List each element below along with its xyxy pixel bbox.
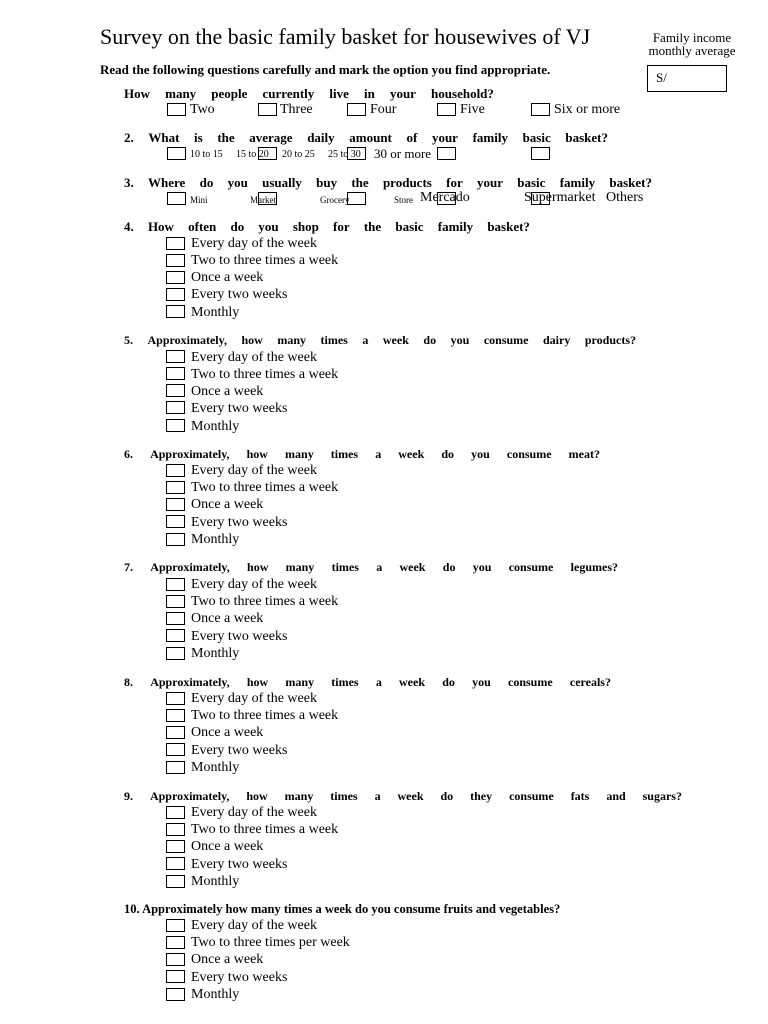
question-word: do [199,175,214,190]
question-word: how [246,447,268,461]
q10-option-once: Once a week [191,952,264,967]
q1-word: How [124,86,150,101]
question-word: consume [508,675,553,689]
question-word: do [442,675,455,689]
q5-number: 5. [124,333,133,347]
q9-option-once: Once a week [191,839,264,854]
question-word: basic [517,175,546,190]
question-4 [124,219,530,235]
question-word: the [363,219,382,234]
q1-option-four: Four [370,102,397,117]
income-field-value: S/ [656,70,667,85]
income-label-line2: monthly average [648,43,736,58]
question-8 [124,675,611,690]
question-word: daily [307,130,335,145]
q1-checkbox-six-or-more[interactable] [531,103,550,116]
question-word: how [246,789,268,803]
question-word: basket? [609,175,652,190]
question-word: dairy [543,333,571,347]
q2-number: 2. [124,130,134,145]
question-10 [124,902,560,917]
q10-checkbox-every-day[interactable] [166,919,185,932]
q5-option-every-two-weeks: Every two weeks [191,401,288,416]
question-word: family [437,219,474,234]
q5-checkbox-once[interactable] [166,384,185,397]
question-word: your [431,130,458,145]
q1-checkbox-four[interactable] [347,103,366,116]
q4-option-two-three: Two to three times a week [191,253,339,268]
question-word: products [382,175,432,190]
q1-checkbox-two[interactable] [167,103,186,116]
q8-checkbox-every-day[interactable] [166,692,185,705]
q6-option-every-two-weeks: Every two weeks [191,515,288,530]
question-word: week [398,447,425,461]
question-word: you [450,333,470,347]
question-word: Approximately, [150,675,230,689]
q4-checkbox-two-three[interactable] [166,254,185,267]
question-word: is [194,130,203,145]
q3-checkbox-mini[interactable] [167,192,186,205]
question-word: usually [262,175,302,190]
question-7 [124,560,618,575]
q10-option-monthly: Monthly [191,987,240,1002]
q8-checkbox-monthly[interactable] [166,761,185,774]
q4-option-monthly: Monthly [191,305,240,320]
question-word: Approximately, [147,333,227,347]
q9-checkbox-once[interactable] [166,840,185,853]
q2-option-25-30: 25 to 30 [328,149,361,160]
question-7-text [124,560,618,575]
question-word: basket? [487,219,530,234]
question-6 [124,447,600,462]
q1-option-six-or-more: Six or more [554,102,621,117]
question-word: average [249,130,293,145]
question-word: how [241,333,263,347]
question-word: a [362,333,369,347]
question-1-text [124,86,494,102]
question-word: how [247,560,269,574]
question-word: What [148,130,180,145]
q3-option-mini: Mini [190,195,208,205]
question-word: cereals? [569,675,611,689]
question-word: times [330,447,359,461]
question-word: do [441,447,455,461]
income-label-line1: Family income [652,30,732,45]
q10-option-two-three: Two to three times per week [191,935,350,950]
question-word: do [230,219,245,234]
question-4-text [124,219,530,235]
q4-checkbox-once[interactable] [166,271,185,284]
q2-option-30-or-more: 30 or more [374,146,432,161]
question-word: week [397,789,424,803]
q10-option-every-two-weeks: Every two weeks [191,970,288,985]
q5-option-monthly: Monthly [191,419,240,434]
q4-option-every-day: Every day of the week [191,236,317,251]
q7-checkbox-two-three[interactable] [166,595,185,608]
q10-option-every-day: Every day of the week [191,918,317,933]
q6-number: 6. [124,447,133,461]
question-word: legumes? [570,560,618,574]
question-9 [124,789,682,804]
q2-option-20-25: 20 to 25 [282,149,315,160]
q7-option-two-three: Two to three times a week [191,594,339,609]
q5-checkbox-every-day[interactable] [166,350,185,363]
question-word: do [423,333,437,347]
q7-checkbox-every-day[interactable] [166,578,185,591]
q8-option-two-three: Two to three times a week [191,708,339,723]
q4-option-once: Once a week [191,270,264,285]
q1-option-three: Three [280,102,313,117]
q8-option-every-day: Every day of the week [191,691,317,706]
question-8-text [124,675,611,690]
question-word: of [406,130,418,145]
q8-option-once: Once a week [191,725,264,740]
q9-checkbox-every-day[interactable] [166,806,185,819]
question-word: many [285,447,314,461]
q7-option-every-two-weeks: Every two weeks [191,629,288,644]
q4-checkbox-monthly[interactable] [166,305,185,318]
question-word: times [320,333,348,347]
question-word: fats [570,789,590,803]
question-2 [124,130,608,146]
q3-number: 3. [124,175,134,190]
q3-option-market: Market [250,195,276,205]
q5-checkbox-two-three[interactable] [166,367,185,380]
question-word: you [258,219,279,234]
question-word: consume [483,333,529,347]
q6-checkbox-once[interactable] [166,498,185,511]
question-word: do [440,789,454,803]
question-word: Approximately, [150,560,230,574]
question-2-text [124,130,608,146]
question-word: sugars? [642,789,682,803]
question-3-text [124,175,652,191]
q8-option-monthly: Monthly [191,760,240,775]
q1-checkbox-three[interactable] [258,103,277,116]
question-word: times [331,560,359,574]
question-word: a [374,789,381,803]
question-word: week [399,675,426,689]
question-word: times [330,789,358,803]
instructions: Read the following questions carefully and mark the option you find appropriate. [100,62,551,77]
question-word: do [442,560,456,574]
question-word: people [211,86,248,101]
q4-checkbox-every-two-weeks[interactable] [166,288,185,301]
question-word: you [227,175,248,190]
question-word: your [476,175,503,190]
q10-checkbox-every-two-weeks[interactable] [166,970,185,983]
q3-option-store: Store [394,195,413,205]
q8-checkbox-two-three[interactable] [166,709,185,722]
question-word: many [285,560,315,574]
q9-checkbox-two-three[interactable] [166,823,185,836]
question-word: you [472,675,491,689]
q5-checkbox-every-two-weeks[interactable] [166,401,185,414]
question-word: meat? [568,447,600,461]
q9-option-monthly: Monthly [191,874,240,889]
income-field[interactable] [647,65,727,92]
income-label [642,31,742,57]
question-9-text [124,789,682,804]
q3-option-supermarket: Supermarket [524,190,596,205]
q2-checkbox-30-or-more[interactable] [531,147,550,160]
question-word: many [284,789,314,803]
q6-checkbox-every-day[interactable] [166,464,185,477]
question-word: for [333,219,350,234]
q10-number: 10. [124,902,140,916]
q3-option-mercado: Mercado [420,190,470,205]
q8-number: 8. [124,675,133,689]
question-1 [124,86,494,102]
q7-number: 7. [124,560,133,574]
question-word: family [559,175,596,190]
q6-option-once: Once a week [191,497,264,512]
q8-option-every-two-weeks: Every two weeks [191,743,288,758]
question-5 [124,333,636,348]
question-word: Where [148,175,186,190]
question-word: buy [316,175,338,190]
q7-checkbox-monthly[interactable] [166,647,185,660]
question-word: your [389,86,416,101]
q2-checkbox-25-30[interactable] [437,147,456,160]
question-word: family [472,130,508,145]
question-word: currently [262,86,315,101]
question-word: the [351,175,369,190]
question-5-text [124,333,636,348]
q5-option-two-three: Two to three times a week [191,367,339,382]
question-word: amount [349,130,392,145]
survey-title: Survey on the basic family basket for housewives of VJ [100,24,591,49]
q1-option-five: Five [460,102,485,117]
question-word: week [399,560,426,574]
question-word: consume [506,447,552,461]
q1-checkbox-five[interactable] [437,103,456,116]
question-word: Approximately, [150,447,230,461]
question-word: consume [508,560,554,574]
question-6-text [124,447,600,462]
question-word: shop [292,219,319,234]
question-word: you [471,447,490,461]
q10-checkbox-monthly[interactable] [166,988,185,1001]
question-word: consume [509,789,554,803]
question-word: times [331,675,359,689]
q4-checkbox-every-day[interactable] [166,237,185,250]
question-word: Approximately, [149,789,230,803]
q9-checkbox-every-two-weeks[interactable] [166,857,185,870]
question-word: products? [584,333,636,347]
q4-number: 4. [124,219,134,234]
q8-checkbox-once[interactable] [166,726,185,739]
question-word: often [188,219,217,234]
q5-option-every-day: Every day of the week [191,350,317,365]
question-10-text: Approximately how many times a week do you consume fruits and vegetables? [142,902,561,916]
q7-option-monthly: Monthly [191,646,240,661]
question-word: many [285,675,315,689]
q3-checkbox-grocery[interactable] [347,192,366,205]
question-word: and [606,789,626,803]
q5-checkbox-monthly[interactable] [166,419,185,432]
q9-option-every-two-weeks: Every two weeks [191,857,288,872]
q6-checkbox-monthly[interactable] [166,533,185,546]
question-word: How [147,219,174,234]
question-word: for [446,175,463,190]
q9-checkbox-monthly[interactable] [166,875,185,888]
q3-option-others: Others [606,190,644,205]
q10-checkbox-two-three[interactable] [166,936,185,949]
question-word: the [217,130,235,145]
q7-checkbox-every-two-weeks[interactable] [166,629,185,642]
q6-option-every-day: Every day of the week [191,463,317,478]
q2-checkbox-10-15[interactable] [167,147,186,160]
q5-option-once: Once a week [191,384,264,399]
q9-option-two-three: Two to three times a week [191,822,339,837]
question-word: live [329,86,349,101]
q9-number: 9. [124,789,133,803]
question-word: many [277,333,307,347]
question-word: you [472,560,492,574]
question-word: basic [522,130,551,145]
q7-option-once: Once a week [191,611,264,626]
question-word: a [375,675,382,689]
question-word: they [470,789,493,803]
q4-option-every-two-weeks: Every two weeks [191,287,288,302]
question-word: in [363,86,375,101]
q2-option-10-15: 10 to 15 [190,149,223,160]
question-3 [124,175,652,191]
question-word: a [376,560,383,574]
q2-option-15-20: 15 to 20 [236,149,269,160]
q6-checkbox-two-three[interactable] [166,481,185,494]
q1-option-two: Two [190,102,215,117]
q6-option-two-three: Two to three times a week [191,480,339,495]
q7-checkbox-once[interactable] [166,612,185,625]
q6-option-monthly: Monthly [191,532,240,547]
q7-option-every-day: Every day of the week [191,577,317,592]
question-word: basic [395,219,424,234]
question-word: household? [431,86,494,101]
q6-checkbox-every-two-weeks[interactable] [166,515,185,528]
question-word: many [165,86,197,101]
q9-option-every-day: Every day of the week [191,805,317,820]
q3-option-grocery: Grocery [320,195,350,205]
question-word: basket? [565,130,608,145]
question-word: a [375,447,382,461]
question-word: week [382,333,409,347]
q10-checkbox-once[interactable] [166,953,185,966]
question-word: how [246,675,269,689]
q8-checkbox-every-two-weeks[interactable] [166,743,185,756]
